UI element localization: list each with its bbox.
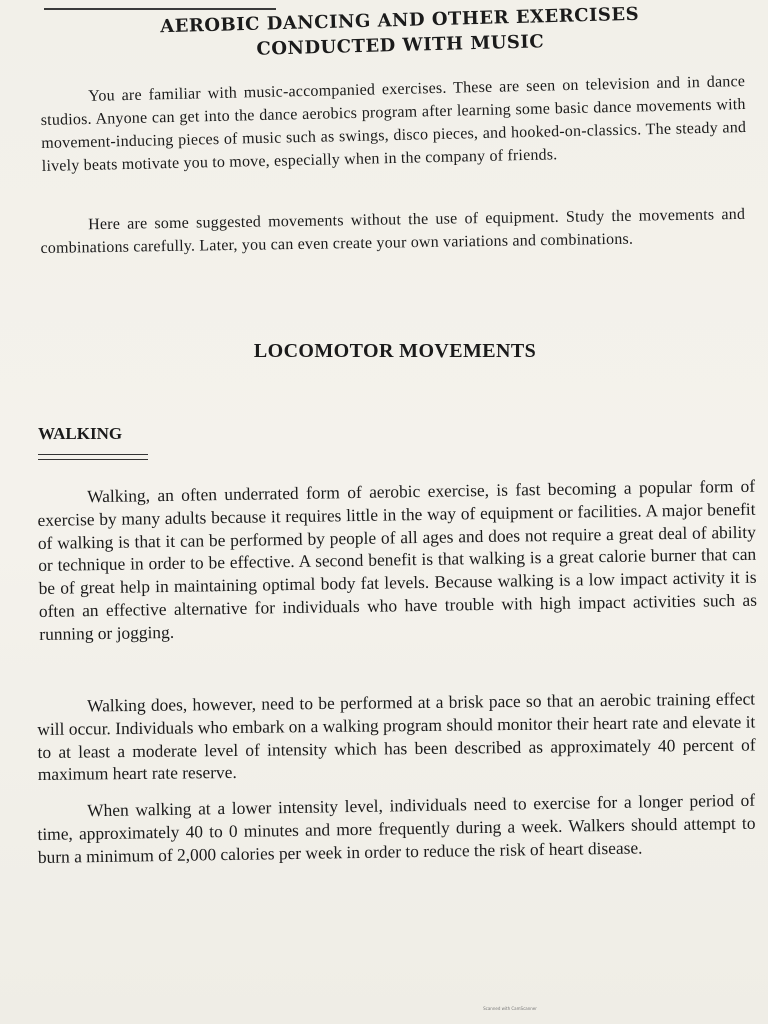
section-title: LOCOMOTOR MOVEMENTS <box>253 340 537 362</box>
page-title <box>99 0 700 66</box>
double-underline <box>38 454 148 460</box>
top-rule <box>44 8 276 10</box>
subsection-title: WALKING <box>38 424 123 443</box>
intro-paragraph: Here are some suggested movements without the use of equipment. Study the movements and combinations carefully. Later, you can even create your own variations and combinations. <box>40 205 746 257</box>
body-paragraph: Walking, an often underrated form of aerobic exercise, is fast becoming a popular form of exercise by many adults because it requires little in the way of equipment or facilities. A major benefit of walking is that it can be performed by people of all ages and does not require a great deal of ability or technique in order to be effective. A second benefit is that walking is a great calorie burner that can be of great help in maintaining optimal body fat levels. Because walking is a low impact activity it is often an effective alternative for individuals who have trouble with high impact activities such as running or jogging. <box>37 475 758 644</box>
body-paragraph: Walking does, however, need to be performed at a brisk pace so that an aerobic training effect will occur. Individuals who embark on a walking program should monitor their heart rate and elevate it to at least a moderate level of intensity which has been described as approximately 40 percent of maximum heart rate reserve. <box>37 688 756 785</box>
page-title-line-2: CONDUCTED WITH MUSIC <box>256 31 545 60</box>
body-paragraph: When walking at a lower intensity level, individuals need to exercise for a longer period of time, approximately 40 to 0 minutes and more frequently during a week. Walkers should attempt to burn a minimum of 2,000 calories per week in order to reduce the risk of heart disease. <box>37 789 756 867</box>
intro-paragraph: You are familiar with music-accompanied exercises. These are seen on television and in dance studios. Anyone can get into the dance aerobics program after learning some basic dance movements with movement-inducing pieces of music such as swings, disco pieces, and hooked-on-classics. The steady and lively beats motivate you to move, especially when in the company of friends. <box>40 73 747 175</box>
page-title-line-1: AEROBIC DANCING AND OTHER EXERCISES <box>159 3 640 38</box>
scanner-watermark: Scanned with CamScanner <box>483 1006 537 1011</box>
